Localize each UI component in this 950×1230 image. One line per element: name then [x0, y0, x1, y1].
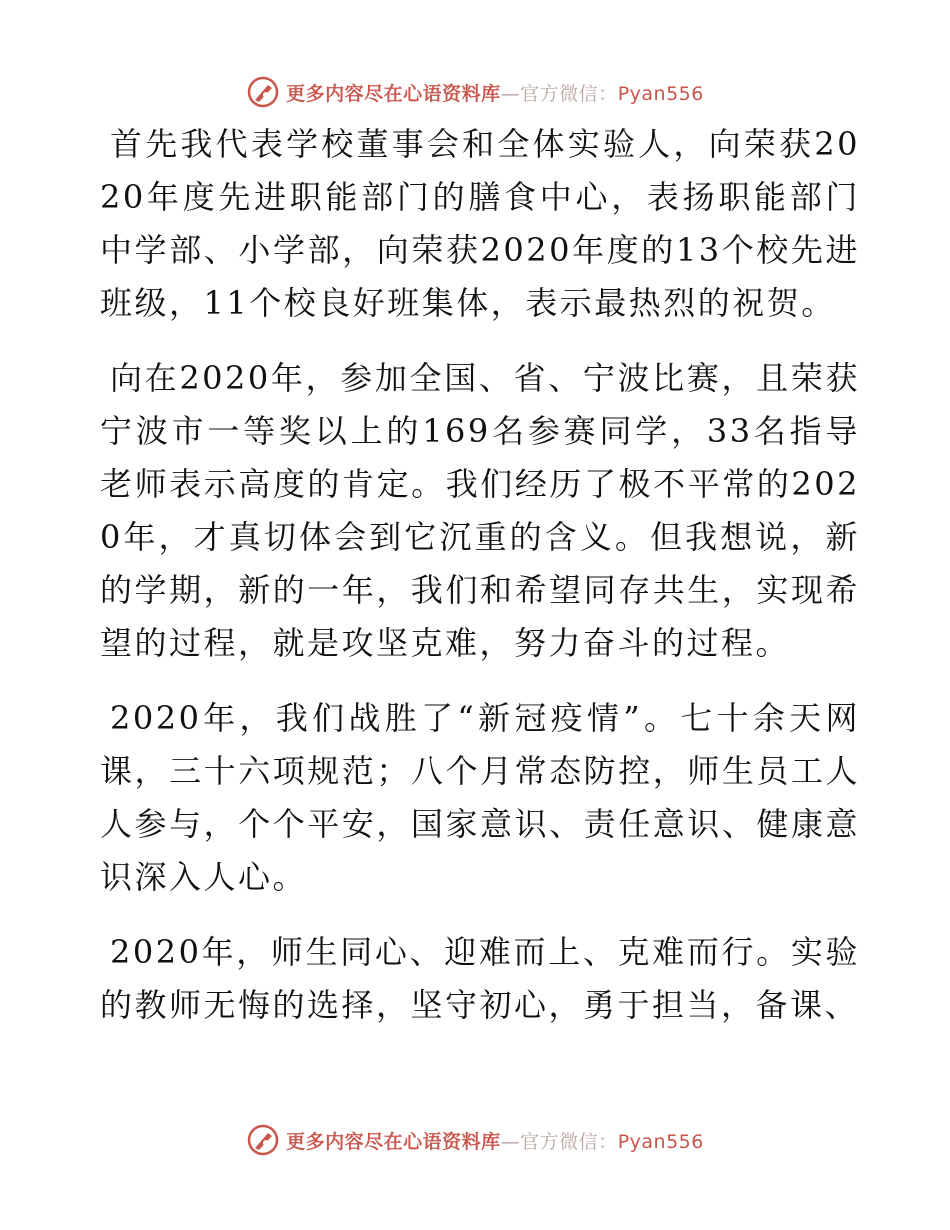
banner-text — [286, 79, 704, 106]
paragraph-2: 向在2020年，参加全国、省、宁波比赛，且荣获宁波市一等奖以上的169名参赛同学，33名指导老师表示高度的肯定。我们经历了极不平常的2020年，才真切体会到它沉重的含义。但我想说，新的学期，新的一年，我们和希望同存共生，实现希望的过程，就是攻坚克难，努力奋斗的过程。 — [100, 359, 860, 662]
footer-banner — [0, 1120, 950, 1160]
banner-main-text: 更多内容尽在心语资料库 — [286, 82, 501, 105]
document-body — [100, 118, 860, 1054]
banner-dash: — — [500, 1130, 521, 1153]
banner-wechat-label: 官方微信： — [520, 1130, 618, 1153]
pen-logo-icon — [246, 1123, 280, 1157]
pen-logo-icon — [246, 75, 280, 109]
paragraph-1: 首先我代表学校董事会和全体实验人，向荣获2020年度先进职能部门的膳食中心，表扬职能部门中学部、小学部，向荣获2020年度的13个校先进班级，11个校良好班集体，表示最热烈的祝贺。 — [100, 125, 860, 322]
banner-wechat-label: 官方微信： — [520, 82, 618, 105]
banner-handle: Pyan556 — [617, 1130, 704, 1153]
paragraph-3: 2020年，我们战胜了“新冠疫情”。七十余天网课，三十六项规范；八个月常态防控，师生员工人人参与，个个平安，国家意识、责任意识、健康意识深入人心。 — [100, 699, 860, 896]
banner-handle: Pyan556 — [617, 82, 704, 105]
banner-main-text: 更多内容尽在心语资料库 — [286, 1130, 501, 1153]
banner-dash: — — [500, 82, 521, 105]
header-banner — [0, 72, 950, 112]
banner-text — [286, 1127, 704, 1154]
paragraph-4: 2020年，师生同心、迎难而上、克难而行。实验的教师无悔的选择，坚守初心，勇于担当，备课、 — [100, 933, 860, 1024]
